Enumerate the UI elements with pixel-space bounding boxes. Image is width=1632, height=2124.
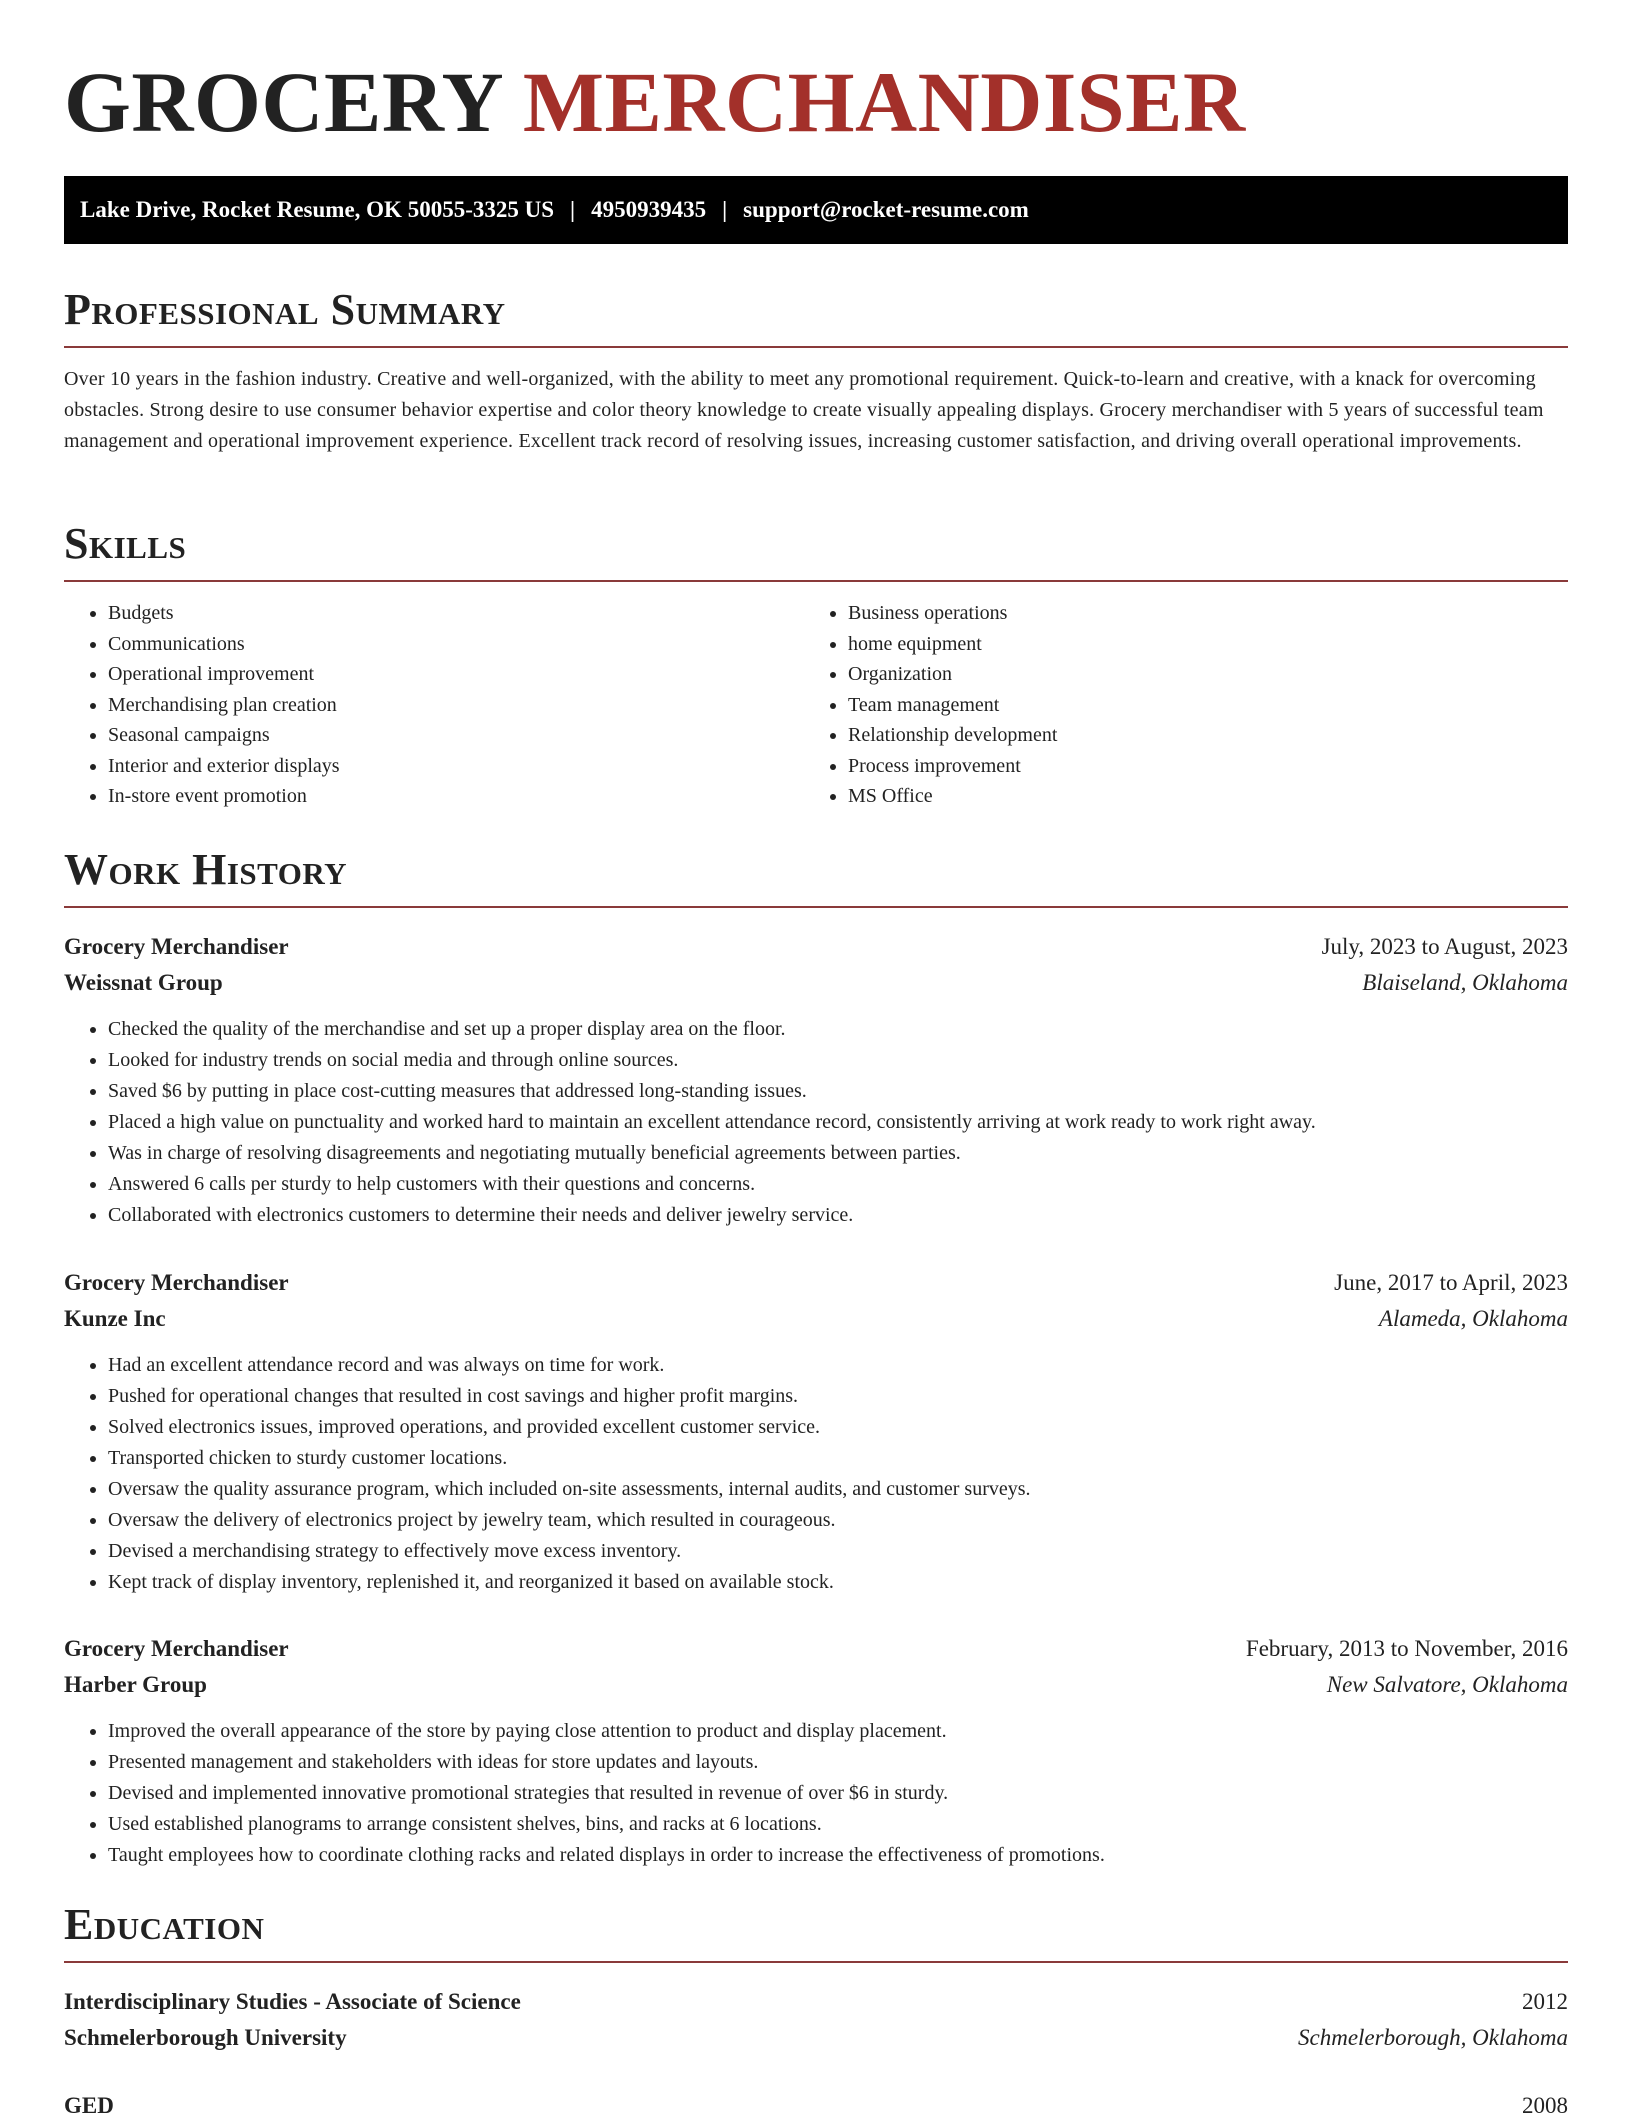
resume-name-heading — [64, 52, 1246, 152]
job-duty: • Collaborated with electronics customers to determine their needs and deliver jewelry service. — [108, 1200, 1568, 1231]
job-duty: • Improved the overall appearance of the store by paying close attention to product and display placement. — [108, 1716, 1568, 1747]
job-company-row — [64, 1667, 1568, 1703]
job-duty: • Taught employees how to coordinate clothing racks and related displays in order to increase the effectiveness of promotions. — [108, 1840, 1568, 1871]
job-entry — [64, 929, 1568, 1231]
education-entry — [64, 1984, 1568, 2056]
work-history-heading: Work History — [64, 845, 348, 894]
job-duty: • Devised a merchandising strategy to effectively move excess inventory. — [108, 1536, 1568, 1567]
skills-section — [64, 518, 1568, 812]
job-duty: • Was in charge of resolving disagreements and negotiating mutually beneficial agreements between parties. — [108, 1138, 1568, 1169]
skill-item: • Merchandising plan creation — [108, 690, 804, 721]
job-duties-list — [64, 1014, 1568, 1231]
contact-bar — [64, 176, 1568, 244]
job-duty: • Devised and implemented innovative promotional strategies that resulted in revenue of over $6 in sturdy. — [108, 1778, 1568, 1809]
job-duty: • Saved $6 by putting in place cost-cutting measures that addressed long-standing issues. — [108, 1076, 1568, 1107]
work-history-section — [64, 844, 1568, 908]
education-degree: GED — [64, 2093, 114, 2118]
job-duty: • Used established planograms to arrange consistent shelves, bins, and racks at 6 locations. — [108, 1809, 1568, 1840]
job-duty: • Solved electronics issues, improved operations, and provided excellent customer service. — [108, 1412, 1568, 1443]
skill-item: • MS Office — [848, 781, 1544, 812]
education-section — [64, 1899, 1568, 1963]
job-duties-list — [64, 1350, 1568, 1598]
summary-section — [64, 284, 1568, 457]
job-duty: • Oversaw the quality assurance program, which included on-site assessments, internal audits, and customer surveys. — [108, 1474, 1568, 1505]
education-entry — [64, 2088, 1568, 2124]
job-duty: • Looked for industry trends on social media and through online sources. — [108, 1045, 1568, 1076]
summary-heading: Professional Summary — [64, 285, 506, 334]
job-header-row — [64, 1631, 1568, 1667]
job-entry — [64, 1631, 1568, 1871]
skill-item: • Seasonal campaigns — [108, 720, 804, 751]
job-duty: • Placed a high value on punctuality and worked hard to maintain an excellent attendance record, consistently arriving at work ready to work right away. — [108, 1107, 1568, 1138]
job-title: Grocery Merchandiser — [64, 1270, 289, 1295]
education-degree-row — [64, 2088, 1568, 2124]
education-year: 2012 — [1522, 1989, 1568, 2014]
name-first-word: GROCERY — [64, 54, 501, 150]
job-dates: July, 2023 to August, 2023 — [1321, 934, 1568, 959]
education-degree-row — [64, 1984, 1568, 2020]
job-duty: • Pushed for operational changes that resulted in cost savings and higher profit margins. — [108, 1381, 1568, 1412]
job-entry — [64, 1265, 1568, 1598]
name-last-word: MERCHANDISER — [522, 54, 1246, 150]
section-divider — [64, 346, 1568, 348]
job-company-row — [64, 1301, 1568, 1337]
section-divider — [64, 1961, 1568, 1963]
summary-text: Over 10 years in the fashion industry. Creative and well-organized, with the ability to meet any promotional requirement. Quick-to-learn and creative, with a knack for overcoming obstacles. Strong desire to use consumer behavior expertise and color theory knowledge to create visually appealing displays. Grocery merchandiser with 5 years of successful team management and operational improvement experience. Excellent track record of resolving issues, increasing customer satisfaction, and driving overall operational improvements. — [64, 368, 1544, 452]
skill-item: • Budgets — [108, 598, 804, 629]
education-school: Schmelerborough University — [64, 2025, 347, 2050]
job-duty: • Transported chicken to sturdy customer locations. — [108, 1443, 1568, 1474]
education-heading: Education — [64, 1900, 265, 1949]
job-header-row — [64, 1265, 1568, 1301]
skill-item: • Relationship development — [848, 720, 1544, 751]
job-dates: June, 2017 to April, 2023 — [1334, 1270, 1568, 1295]
job-duties-list — [64, 1716, 1568, 1871]
job-title: Grocery Merchandiser — [64, 934, 289, 959]
education-location: Schmelerborough, Oklahoma — [1298, 2025, 1568, 2050]
skills-list-left — [64, 598, 804, 812]
job-company: Kunze Inc — [64, 1306, 166, 1331]
skill-item: • Business operations — [848, 598, 1544, 629]
skills-list-right — [804, 598, 1544, 812]
job-duty: • Oversaw the delivery of electronics project by jewelry team, which resulted in courageous. — [108, 1505, 1568, 1536]
job-location: New Salvatore, Oklahoma — [1326, 1672, 1568, 1697]
section-divider — [64, 906, 1568, 908]
skill-item: • Process improvement — [848, 751, 1544, 782]
skills-columns — [64, 598, 1568, 812]
job-duty: • Answered 6 calls per sturdy to help customers with their questions and concerns. — [108, 1169, 1568, 1200]
job-company: Harber Group — [64, 1672, 207, 1697]
skill-item: • Communications — [108, 629, 804, 660]
contact-email: support@rocket-resume.com — [743, 197, 1029, 222]
job-duty: • Kept track of display inventory, replenished it, and reorganized it based on available stock. — [108, 1567, 1568, 1598]
skill-item: • Team management — [848, 690, 1544, 721]
skill-item: • Interior and exterior displays — [108, 751, 804, 782]
contact-separator: | — [570, 197, 576, 222]
job-company: Weissnat Group — [64, 970, 223, 995]
job-header-row — [64, 929, 1568, 965]
contact-phone: 4950939435 — [591, 197, 707, 222]
job-duty: • Presented management and stakeholders with ideas for store updates and layouts. — [108, 1747, 1568, 1778]
education-year: 2008 — [1522, 2093, 1568, 2118]
contact-separator: | — [722, 197, 728, 222]
skill-item: • In-store event promotion — [108, 781, 804, 812]
skills-heading: Skills — [64, 519, 187, 568]
job-duty: • Checked the quality of the merchandise and set up a proper display area on the floor. — [108, 1014, 1568, 1045]
job-dates: February, 2013 to November, 2016 — [1245, 1636, 1568, 1661]
skill-item: • home equipment — [848, 629, 1544, 660]
job-title: Grocery Merchandiser — [64, 1636, 289, 1661]
job-duty: • Had an excellent attendance record and was always on time for work. — [108, 1350, 1568, 1381]
education-degree: Interdisciplinary Studies - Associate of Science — [64, 1989, 521, 2014]
skill-item: • Organization — [848, 659, 1544, 690]
section-divider — [64, 580, 1568, 582]
skill-item: • Operational improvement — [108, 659, 804, 690]
education-school-row — [64, 2020, 1568, 2056]
job-location: Alameda, Oklahoma — [1378, 1306, 1568, 1331]
job-location: Blaiseland, Oklahoma — [1362, 970, 1568, 995]
job-company-row — [64, 965, 1568, 1001]
contact-address: Lake Drive, Rocket Resume, OK 50055-3325 US — [80, 197, 555, 222]
